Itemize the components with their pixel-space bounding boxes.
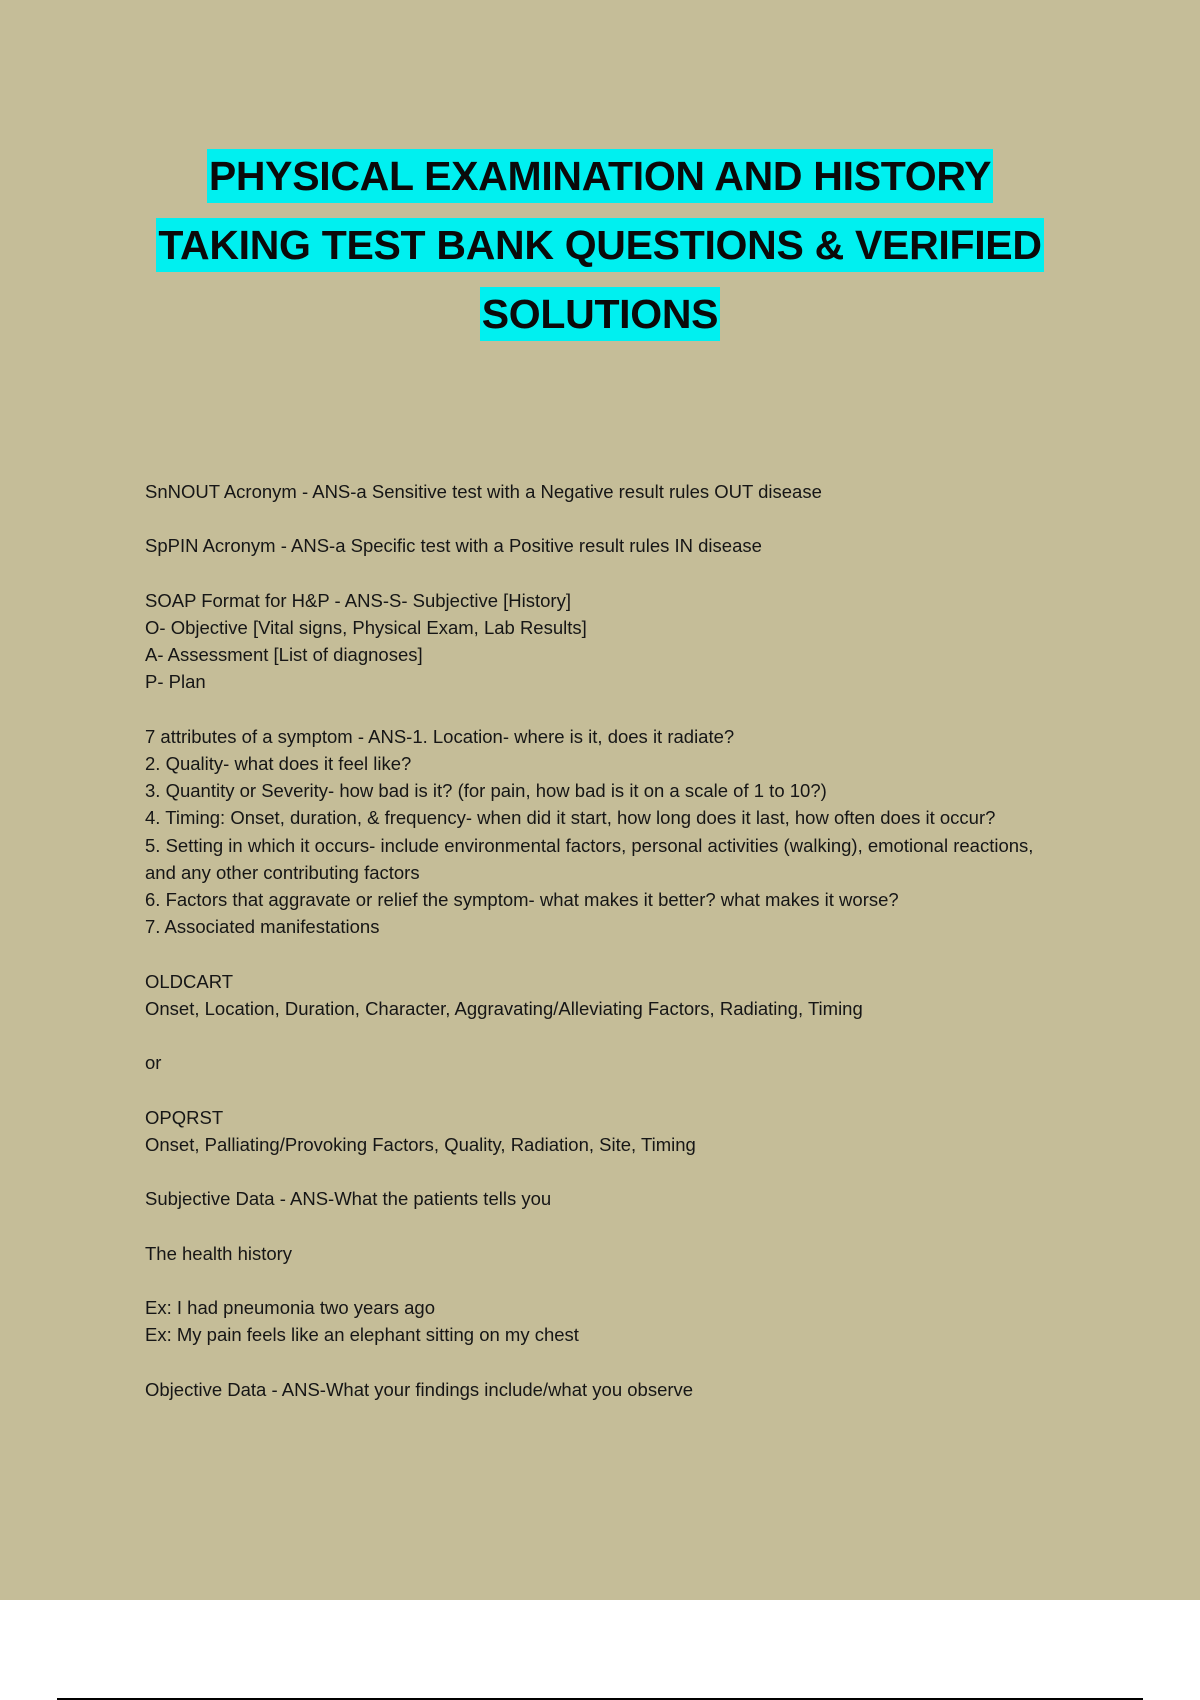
title-line-text: SOLUTIONS — [480, 287, 720, 341]
body-text-line: OLDCART — [145, 970, 234, 992]
body-text-line: Onset, Location, Duration, Character, Aggravating/Alleviating Factors, Radiating, Timing — [145, 997, 863, 1019]
qa-entry — [145, 1185, 1045, 1212]
title-line-text: PHYSICAL EXAMINATION AND HISTORY — [207, 149, 993, 203]
body-text-line: Onset, Palliating/Provoking Factors, Quality, Radiation, Site, Timing — [145, 1133, 696, 1155]
body-text-line: Objective Data - ANS-What your findings include/what you observe — [145, 1378, 694, 1400]
body-text-line: or — [145, 1052, 162, 1074]
body-text-line: SpPIN Acronym - ANS-a Specific test with a Positive result rules IN disease — [145, 535, 762, 557]
body-text-line: Subjective Data - ANS-What the patients tells you — [145, 1188, 552, 1210]
body-text-line: A- Assessment [List of diagnoses] — [145, 644, 423, 666]
qa-entry — [145, 1294, 1045, 1348]
body-text-line: 2. Quality- what does it feel like? — [145, 752, 412, 774]
title-line-text: TAKING TEST BANK QUESTIONS & VERIFIED — [156, 218, 1043, 272]
title-line — [0, 211, 1200, 280]
document-title — [0, 142, 1200, 349]
title-line — [0, 280, 1200, 349]
qa-entry — [145, 478, 1045, 505]
body-text-line: 7 attributes of a symptom - ANS-1. Location- where is it, does it radiate? — [145, 725, 735, 747]
body-text-line: 3. Quantity or Severity- how bad is it? (for pain, how bad is it on a scale of 1 to 10?) — [145, 780, 827, 802]
qa-entry — [145, 1049, 1045, 1076]
body-text-line: 6. Factors that aggravate or relief the symptom- what makes it better? what makes it worse? — [145, 889, 899, 910]
body-text-line: Ex: My pain feels like an elephant sitting on my chest — [145, 1324, 579, 1346]
document-body — [145, 478, 1045, 1430]
body-text-line: 7. Associated manifestations — [145, 916, 380, 938]
body-text-line: SnNOUT Acronym - ANS-a Sensitive test with a Negative result rules OUT disease — [145, 481, 822, 502]
qa-entry — [145, 1240, 1045, 1267]
title-line — [0, 142, 1200, 211]
body-text-line: The health history — [145, 1242, 293, 1264]
qa-entry — [145, 723, 1045, 941]
qa-entry — [145, 587, 1045, 696]
qa-entry — [145, 1376, 1045, 1403]
qa-entry — [145, 968, 1045, 1022]
body-text-line: Ex: I had pneumonia two years ago — [145, 1296, 436, 1318]
body-text-line: 5. Setting in which it occurs- include environmental factors, personal activities (walking), emotional reactions, and any other contributing factors — [145, 834, 1034, 883]
body-text-line: P- Plan — [145, 671, 206, 693]
body-text-line: OPQRST — [145, 1106, 224, 1128]
qa-entry — [145, 532, 1045, 559]
body-text-line: 4. Timing: Onset, duration, & frequency- when did it start, how long does it last, how often does it occur? — [145, 807, 996, 829]
qa-entry — [145, 1104, 1045, 1158]
body-text-line: SOAP Format for H&P - ANS-S- Subjective [History] — [145, 589, 571, 611]
body-text-line: O- Objective [Vital signs, Physical Exam, Lab Results] — [145, 616, 587, 638]
